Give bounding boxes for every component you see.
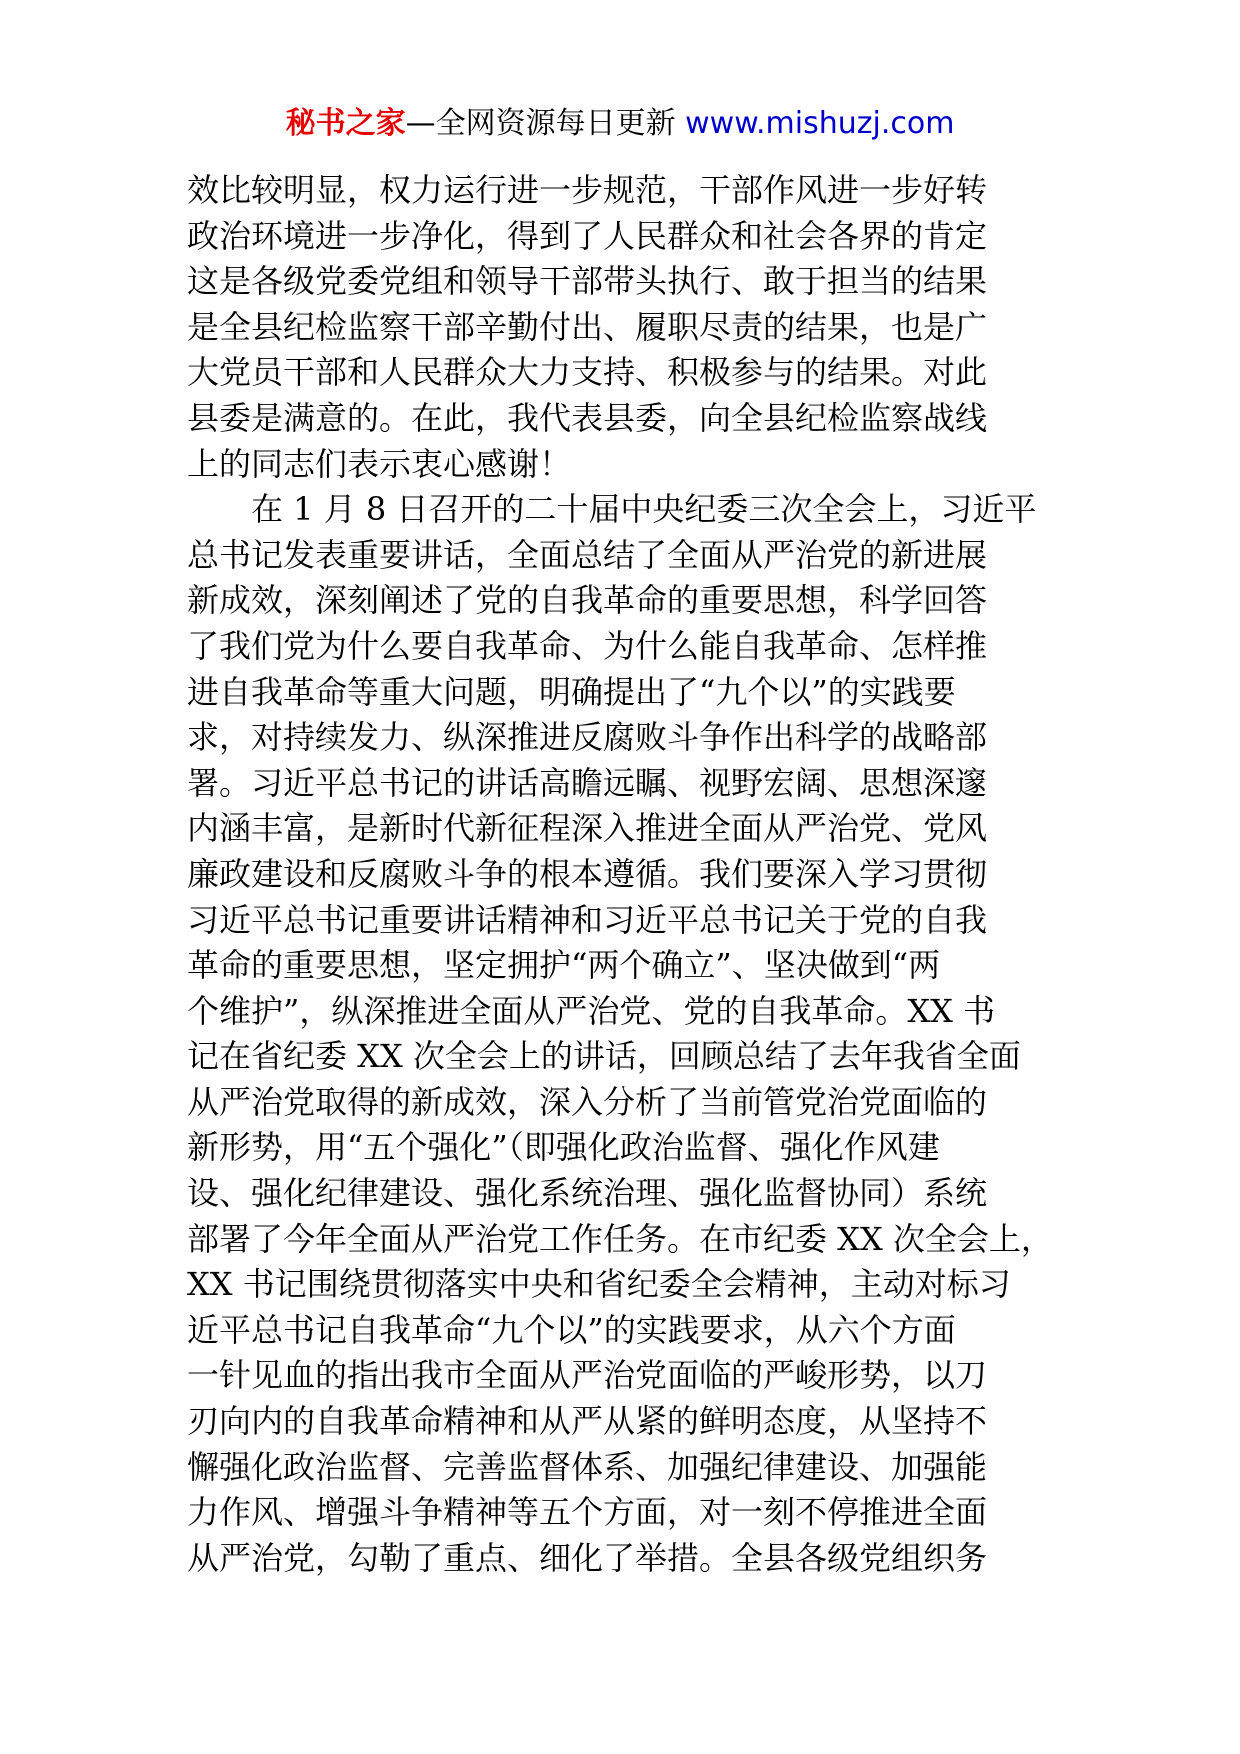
text-line: 懈强化政治监督、完善监督体系、加强纪律建设、加强能 xyxy=(187,1447,988,1486)
site-url-link[interactable]: www.mishuzj.com xyxy=(685,106,955,141)
text-line: 求，对持续发力、纵深推进反腐败斗争作出科学的战略部 xyxy=(187,718,988,757)
text-line: 设、强化纪律建设、强化系统治理、强化监督协同）系统 xyxy=(187,1174,988,1213)
text-line: 这是各级党委党组和领导干部带头执行、敢于担当的结果 xyxy=(187,262,988,301)
text-line: 记在省纪委 XX 次全会上的讲话，回顾总结了去年我省全面 xyxy=(187,1037,1021,1076)
text-line: 力作风、增强斗争精神等五个方面，对一刻不停推进全面 xyxy=(187,1493,988,1532)
text-line: 进自我革命等重大问题，明确提出了“九个以”的实践要 xyxy=(187,672,956,711)
text-line: 从严治党，勾勒了重点、细化了举措。全县各级党组织务 xyxy=(187,1538,988,1577)
text-line: 一针见血的指出我市全面从严治党面临的严峻形势，以刀 xyxy=(187,1356,988,1395)
text-line: 个维护”，纵深推进全面从严治党、党的自我革命。XX 书 xyxy=(187,991,996,1030)
text-line: XX 书记围绕贯彻落实中央和省纪委全会精神，主动对标习 xyxy=(187,1265,1011,1304)
text-line: 新形势，用“五个强化”（即强化政治监督、强化作风建 xyxy=(187,1128,940,1167)
text-line: 廉政建设和反腐败斗争的根本遵循。我们要深入学习贯彻 xyxy=(187,854,988,893)
paragraph-start-line: 在 1 月 8 日召开的二十届中央纪委三次全会上，习近平 xyxy=(251,490,1037,529)
text-line: 大党员干部和人民群众大力支持、积极参与的结果。对此 xyxy=(187,353,988,392)
text-line: 效比较明显，权力运行进一步规范，干部作风进一步好转 xyxy=(187,171,988,209)
header-tagline: —全网资源每日更新 xyxy=(405,106,676,141)
text-line: 县委是满意的。在此，我代表县委，向全县纪检监察战线 xyxy=(187,398,988,437)
document-body xyxy=(187,168,1082,1581)
brand-name: 秘书之家 xyxy=(285,106,406,141)
text-line: 新成效，深刻阐述了党的自我革命的重要思想，科学回答 xyxy=(187,581,988,620)
text-line: 政治环境进一步净化，得到了人民群众和社会各界的肯定 xyxy=(187,216,988,255)
text-line: 是全县纪检监察干部辛勤付出、履职尽责的结果，也是广 xyxy=(187,307,988,346)
text-line: 内涵丰富，是新时代新征程深入推进全面从严治党、党风 xyxy=(187,809,988,848)
page-header xyxy=(0,104,1240,144)
text-line: 上的同志们表示衷心感谢！ xyxy=(187,444,572,483)
text-line: 了我们党为什么要自我革命、为什么能自我革命、怎样推 xyxy=(187,626,988,665)
text-line: 革命的重要思想，坚定拥护“两个确立”、坚决做到“两 xyxy=(187,946,941,985)
text-line: 近平总书记自我革命“九个以”的实践要求，从六个方面 xyxy=(187,1310,956,1349)
text-line: 习近平总书记重要讲话精神和习近平总书记关于党的自我 xyxy=(187,900,988,939)
text-line: 从严治党取得的新成效，深入分析了当前管党治党面临的 xyxy=(187,1082,988,1121)
text-line: 部署了今年全面从严治党工作任务。在市纪委 XX 次全会上， xyxy=(187,1219,1053,1258)
text-line: 刃向内的自我革命精神和从严从紧的鲜明态度，从坚持不 xyxy=(187,1402,988,1441)
text-line: 总书记发表重要讲话，全面总结了全面从严治党的新进展 xyxy=(187,535,988,574)
text-line: 署。习近平总书记的讲话高瞻远瞩、视野宏阔、思想深邃 xyxy=(187,763,988,802)
